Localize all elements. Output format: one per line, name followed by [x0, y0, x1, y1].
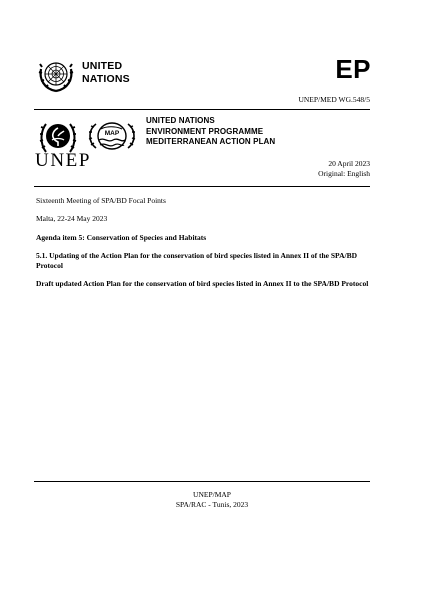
- un-emblem-icon: [38, 57, 74, 93]
- meeting-title: Sixteenth Meeting of SPA/BD Focal Points: [36, 196, 166, 205]
- org-line1: UNITED NATIONS: [146, 116, 215, 125]
- document-date: 20 April 2023: [328, 159, 370, 168]
- un-name-line2: NATIONS: [82, 73, 130, 85]
- footer: [0, 490, 424, 510]
- footer-line1: UNEP/MAP: [193, 490, 231, 499]
- meeting-place-date: Malta, 22-24 May 2023: [36, 214, 108, 223]
- agenda-item: Agenda item 5: Conservation of Species and Habitats: [36, 233, 207, 242]
- org-line3: MEDITERRANEAN ACTION PLAN: [146, 137, 276, 146]
- agenda-subitem: 5.1. Updating of the Action Plan for the conservation of bird species listed in Annex II of the SPA/BD Protocol: [36, 251, 357, 270]
- un-name: [82, 60, 130, 86]
- organization-block: [146, 116, 275, 148]
- header-divider: [34, 109, 370, 110]
- footer-line2: SPA/RAC - Tunis, 2023: [175, 500, 249, 509]
- footer-divider: [34, 481, 370, 482]
- map-logo-icon: [86, 118, 138, 154]
- document-symbol: UNEP/MED WG.548/5: [298, 95, 370, 104]
- document-code: EP: [335, 54, 371, 84]
- document-title: Draft updated Action Plan for the conservation of bird species listed in Annex II to the SPA/BD Protocol: [36, 279, 369, 288]
- un-name-line1: UNITED: [82, 60, 123, 72]
- programme-divider: [34, 186, 370, 187]
- original-language: Original: English: [318, 169, 370, 178]
- date-block: [318, 159, 370, 179]
- map-logo-label: MAP: [104, 130, 120, 137]
- unep-logo-text: UNEP: [35, 150, 92, 171]
- org-line2: ENVIRONMENT PROGRAMME: [146, 126, 264, 136]
